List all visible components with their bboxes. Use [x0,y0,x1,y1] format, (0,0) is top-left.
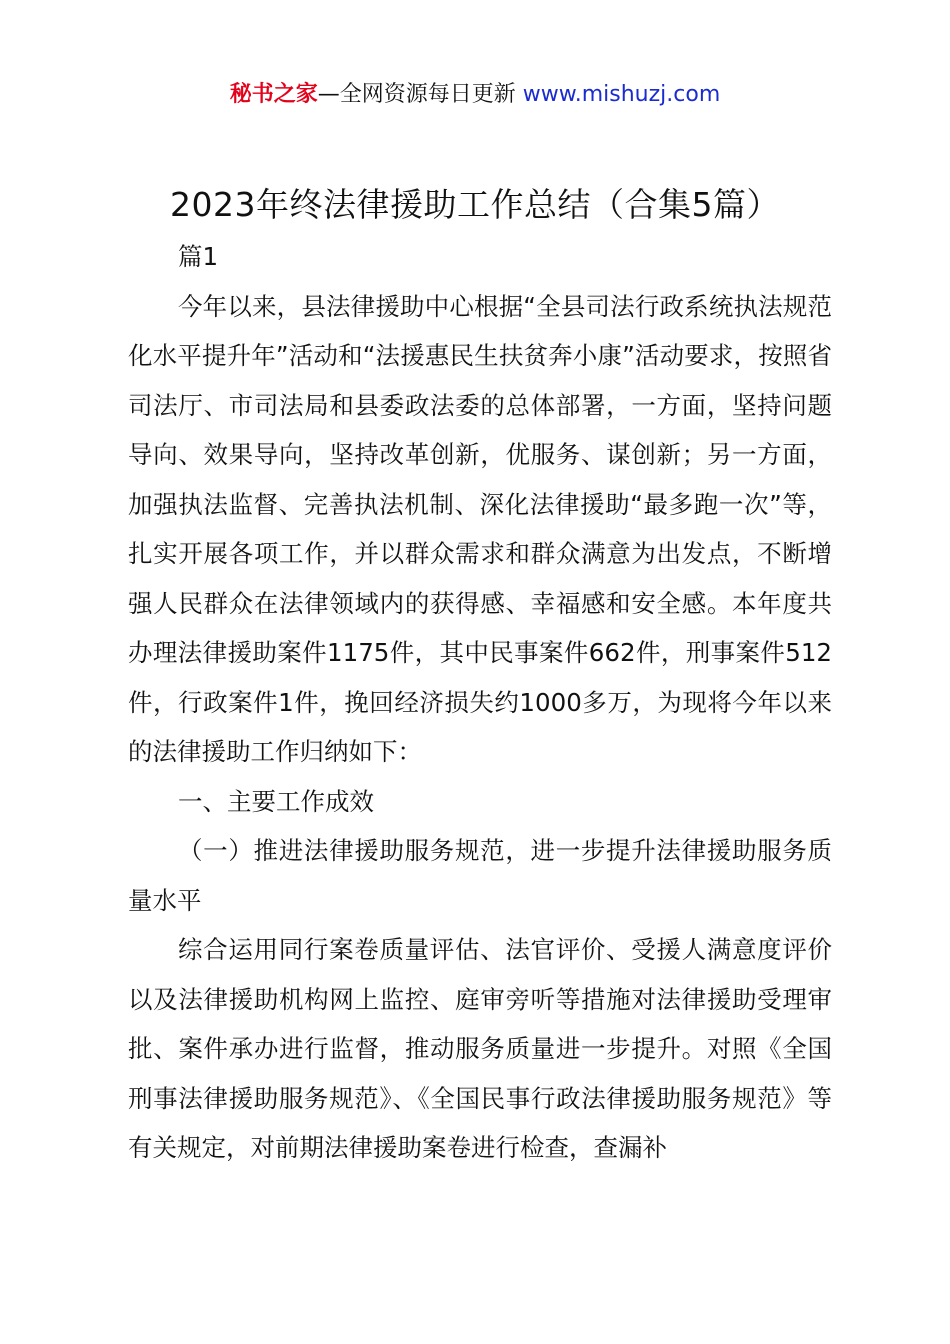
document-title: 2023年终法律援助工作总结（合集5篇） [170,185,780,224]
brand-name: 秘书之家 [229,82,318,107]
banner-slogan: —全网资源每日更新 [317,82,516,107]
document-body [128,232,832,1173]
site-url-link[interactable]: www.mishuzj.com [522,82,721,107]
section-label: 篇1 [178,242,219,271]
subsection-heading: （一）推进法律援助服务规范，进一步提升法律援助服务质量水平 [128,836,832,915]
paragraph: 今年以来，县法律援助中心根据“全县司法行政系统执法规范化水平提升年”活动和“法援惠民生扶贫奔小康”活动要求，按照省司法厅、市司法局和县委政法委的总体部署，一方面，坚持问题导向、效果导向，坚持改革创新，优服务、谋创新；另一方面，加强执法监督、完善执法机制、深化法律援助“最多跑一次”等，扎实开展各项工作，并以群众需求和群众满意为出发点，不断增强人民群众在法律领域内的获得感、幸福感和安全感。本年度共办理法律援助案件1175件，其中民事案件662件，刑事案件512件，行政案件1件，挽回经济损失约1000多万，为现将今年以来的法律援助工作归纳如下： [128,291,832,766]
section-heading: 一、主要工作成效 [178,786,374,816]
paragraph: 综合运用同行案卷质量评估、法官评价、受援人满意度评价以及法律援助机构网上监控、庭审旁听等措施对法律援助受理审批、案件承办进行监督，推动服务质量进一步提升。对照《全国刑事法律援助服务规范》、《全国民事行政法律援助服务规范》等有关规定，对前期法律援助案卷进行检查，查漏补 [128,935,832,1162]
site-banner [0,78,950,112]
